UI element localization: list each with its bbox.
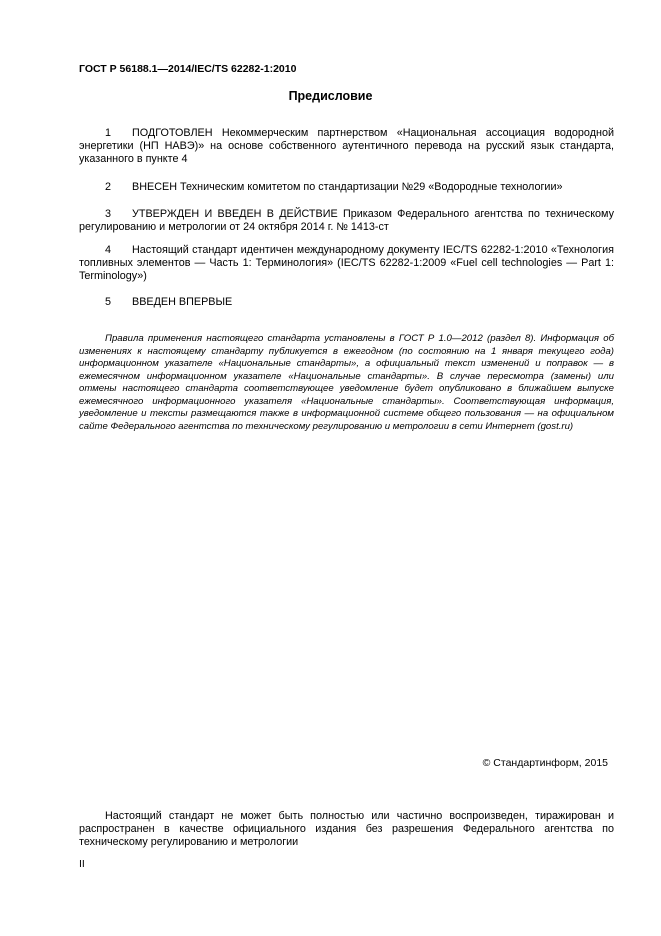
item-number: 3 <box>105 208 112 220</box>
application-rules-note: Правила применения настоящего стандарта установлены в ГОСТ Р 1.0—2012 (раздел 8). Информация об изменениях к настоящему стандарту публикуется в ежегодном (по состоянию на 1 января текущего года) информационном указателе «Национальные стандарты», а официальный текст изменений и поправок — в ежемесячном информационном указателе «Национальные стандарты». В случае пересмотра (замены) или отмены настоящего стандарта соответствующее уведомление будет опубликовано в ближайшем выпуске ежемесячного информационного указателя «Национальные стандарты». Соответствующая информация, уведомление и тексты размещаются также в информационной системе общего пользования — на официальном сайте Федерального агентства по техническому регулированию и метрологии в сети Интернет (gost.ru) <box>79 333 614 432</box>
item-number: 2 <box>105 181 112 193</box>
item-text: ВВЕДЕН ВПЕРВЫЕ <box>132 296 233 308</box>
foreword-item-3 <box>79 208 614 234</box>
reproduction-notice: Настоящий стандарт не может быть полностью или частично воспроизведен, тиражирован и распространен в качестве официального издания без разрешения Федерального агентства по техническому регулированию и метрологии <box>79 810 614 849</box>
standard-id-header: ГОСТ Р 56188.1—2014/IEC/TS 62282-1:2010 <box>79 63 297 75</box>
foreword-item-5 <box>79 296 614 309</box>
item-text: УТВЕРЖДЕН И ВВЕДЕН В ДЕЙСТВИЕ Приказом Федерального агентства по техническому регулированию и метрологии от 24 октября 2014 г. № 1413-ст <box>79 208 614 234</box>
page-title: Предисловие <box>288 89 373 103</box>
item-text: ПОДГОТОВЛЕН Некоммерческим партнерством «Национальная ассоциация водородной энергетики (НП НАВЭ)» на основе собственного аутентичного перевода на русский язык стандарта, указанного в пункте 4 <box>79 127 614 166</box>
page-number: II <box>79 858 85 870</box>
foreword-item-2 <box>79 181 614 194</box>
item-text: Настоящий стандарт идентичен международному документу IEC/TS 62282-1:2010 «Технология топливных элементов — Часть 1: Терминология» (IEC/TS 62282-1:2009 «Fuel cell technologies — Part 1: Terminology») <box>79 244 614 283</box>
copyright-notice: © Стандартинформ, 2015 <box>482 757 608 769</box>
item-number: 1 <box>105 127 112 139</box>
foreword-item-1 <box>79 127 614 167</box>
foreword-item-4 <box>79 244 614 284</box>
item-text: ВНЕСЕН Техническим комитетом по стандартизации №29 «Водородные технологии» <box>132 181 563 193</box>
item-number: 5 <box>105 296 112 308</box>
item-number: 4 <box>105 244 112 256</box>
